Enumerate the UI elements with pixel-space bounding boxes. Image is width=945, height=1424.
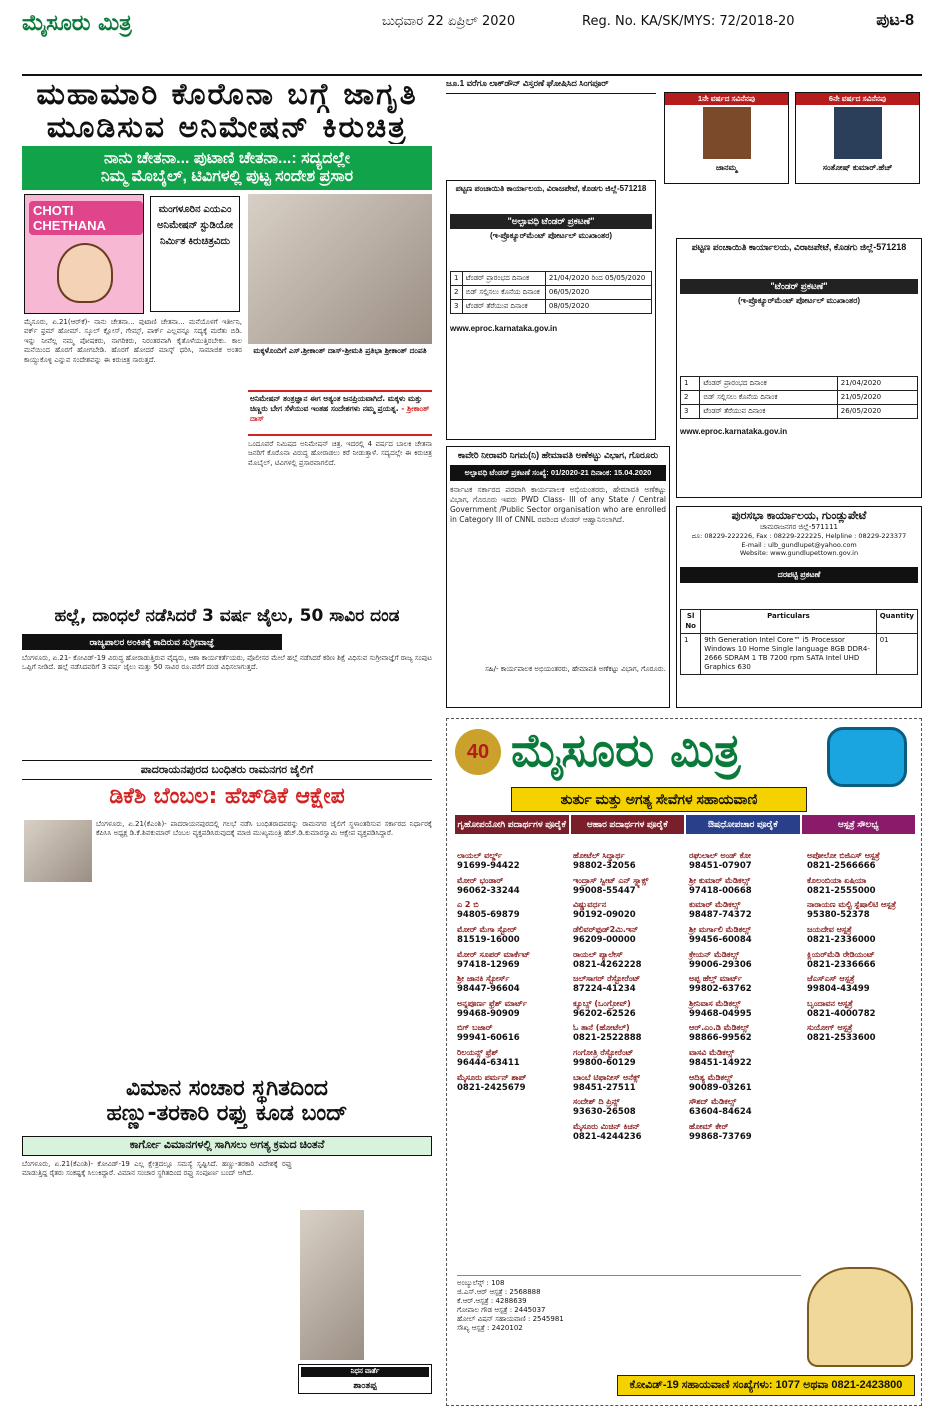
table-cell: ಬಿಡ್ ಸಲ್ಲಿಸಲು ಕೊನೆಯ ದಿನಾಂಕ [700,391,837,405]
table-row [451,300,652,314]
table-row [451,272,652,286]
list-item [689,1048,801,1069]
lead-subhead [22,146,432,190]
list-item [457,974,567,995]
listing-phone: 0821-2336000 [807,934,876,945]
listing-name: ಮೋರ್ ಭಂಡಾರ್ [457,875,504,885]
helpline-title: ತುರ್ತು ಮತ್ತು ಅಗತ್ಯ ಸೇವೆಗಳ ಸಹಾಯವಾಣಿ [511,787,807,812]
listing-phone: 93630-26508 [573,1107,636,1118]
listing-phone: 99008-55447 [573,885,636,896]
listing-phone: 0821-2425679 [457,1082,526,1093]
listing-name: ಕುಮಾರ್ ಮೆಡಿಕಲ್ಸ್ [689,900,741,910]
emergency-number: ಅಂಬ್ಯುಲೆನ್ಸ್ : 108 [457,1279,505,1287]
issue-date: ಬುಧವಾರ 22 ಏಪ್ರಿಲ್ 2020 [382,14,516,29]
obituary-name: ಶಾಂತಪ್ಪ [353,1380,377,1390]
list-item [573,851,683,872]
remembrance-name: ಸಂತೋಷ್ ಕುಮಾರ್.ಹೆಚ್ [822,163,893,172]
listing-phone: 99804-43499 [807,984,870,995]
table-cell: 26/05/2020 [837,405,917,419]
listing-name: ನಾರಾಯಣ ಮಲ್ಟಿ ಸ್ಪೆಷಾಲಿಟಿ ಆಸ್ಪತ್ರೆ [807,900,897,910]
list-item [689,999,801,1020]
dks-portrait [24,820,92,882]
listing-name: ಅಪ್ಪ ಹೆಲ್ತ್ ಮಾರ್ಟ್ [689,974,743,984]
table-cell: 2 [451,286,463,300]
telephone-icon [827,727,907,787]
list-item [689,851,801,872]
list-item [689,876,801,897]
cartoon-man-icon [807,1267,913,1367]
list-item [689,1023,801,1044]
list-item [689,1097,801,1118]
listing-name: ಮೋರ್ ಮೆಗಾ ಸ್ಟೋರ್ [457,924,517,934]
listing-phone: 96209-00000 [573,934,636,945]
photo-caption: ಮಕ್ಕಳೊಂದಿಗೆ ಎಸ್.ಶ್ರೀಕಾಂತ್ ದಾಸ್-ಶ್ರೀಮತಿ ಪ್ರತಿಭಾ ಶ್ರೀಕಾಂತ್ ದಂಪತಿ [253,346,427,355]
tender2-sub: (ಇ-ಪ್ರೊಕ್ಯೂರ್‌ಮೆಂಟ್ ಪೋರ್ಟಲ್ ಮುಖಾಂತರ) [737,296,861,305]
table-cell: 21/04/2020 ರಿಂದ 05/05/2020 [545,272,651,286]
listing-name: ಕ್ಲಿಯರ್‌ಮೆಡಿ ರೇಡಿಯಂಟ್ [807,949,875,959]
table-cell: 1 [681,633,701,674]
choti-chethana-badge: CHOTI CHETHANA [29,201,143,235]
listing-phone: 96444-63411 [457,1058,520,1068]
pull-quote [248,390,432,436]
tender4-web: Website: www.gundlupettown.gov.in [739,548,859,557]
emergency-number: ಹೋಲ್ ವಿಷನ್ ಸಹಾಯವಾಣಿ : 2545981 [457,1315,564,1324]
listing-name: ಮೈಸೂರು ಪರ್ಮನ್ ಶಾಪ್ [457,1072,527,1082]
tender4-items-table [680,609,918,675]
emergency-number: ಜಿ.ಎಸ್.ಆರ್ ಆಸ್ಪತ್ರೆ : 2568888 [457,1288,541,1297]
listing-phone: 99456-60084 [689,934,752,945]
listing-phone: 94805-69879 [457,910,520,921]
tender2-url: www.eproc.karnataka.gov.in [680,427,788,437]
tender3-bar: ಅಲ್ಪಾವಧಿ ಟೆಂಡರ್ ಪ್ರಕಟಣೆ ಸಂಖ್ಯೆ: 01/2020-21 ದಿನಾಂಕ: 15.04.2020 [450,465,666,481]
helpline-logo: ಮೈಸೂರು ಮಿತ್ರ [511,723,741,777]
covid-helpline-bar: ಕೋವಿಡ್-19 ಸಹಾಯವಾಣಿ ಸಂಖ್ಯೆಗಳು: 1077 ಅಥವಾ 0821-2423800 [617,1375,915,1396]
tender-notice-virajpet-1 [446,180,656,440]
flight-headline [22,1076,432,1134]
list-item [457,851,567,872]
listing-name: ಅಪೋಲೋ ಬಿಜಿಎಸ್ ಆಸ್ಪತ್ರೆ [807,851,880,860]
assault-penalty-body: ಬೆಂಗಳೂರು, ಏ.21- ಕೋವಿಡ್-19 ವಿರುದ್ಧ ಹೋರಾಡುತ್ತಿರುವ ವೈದ್ಯರು, ಆಶಾ ಕಾರ್ಯಕರ್ತೆಯರು, ಪೊಲೀಸರ ಮೇಲೆ ಹಲ್ಲೆ ನಡೆಸಿದರೆ ಕಠಿಣ ಶಿಕ್ಷೆ ವಿಧಿಸುವ ಸುಗ್ರೀವಾಜ್ಞೆಗೆ ರಾಜ್ಯ ಸಂಪುಟ ಒಪ್ಪಿಗೆ ನೀಡಿದೆ. ಹಲ್ಲೆ ನಡೆಸಿದವರಿಗೆ 3 ವರ್ಷ ಜೈಲು ಮತ್ತು 50 ಸಾವಿರ ರೂ.ವರೆಗೆ ದಂಡ ವಿಧಿಸಲಾಗುತ್ತದೆ. [22,654,432,672]
listing-phone: 0821-2555000 [807,885,876,896]
table-cell: 1 [681,377,700,391]
dks-body: ಬೆಂಗಳೂರು, ಏ.21(ಕೆಎಂಶಿ)- ಪಾದರಾಯನಪುರದಲ್ಲಿ ಗಲಭೆ ನಡೆಸಿ ಬಂಧಿತರಾದವರನ್ನು ರಾಮನಗರ ಜೈಲಿಗೆ ಸ್ಥಳಾಂತರಿಸುವ ಸರ್ಕಾರದ ನಿರ್ಧಾರಕ್ಕೆ ಕೆಪಿಸಿಸಿ ಅಧ್ಯಕ್ಷ ಡಿ.ಕೆ.ಶಿವಕುಮಾರ್ ಬೆಂಬಲ ವ್ಯಕ್ತಪಡಿಸಿರುವುದಕ್ಕೆ ಮಾಜಿ ಮುಖ್ಯಮಂತ್ರಿ ಹೆಚ್.ಡಿ.ಕುಮಾರಸ್ವಾಮಿ ಆಕ್ಷೇಪ ವ್ಯಕ್ತಪಡಿಸಿದ್ದಾರೆ. [96,820,432,838]
listing-phone: 99868-73769 [689,1131,752,1142]
listing-name: ಅನ್ನಪೂರ್ಣ ಫ್ರೆಶ್ ಮಾರ್ಟ್ [457,998,527,1008]
listing-phone: 99006-29306 [689,959,752,970]
tender4-phones: ದೂ: 08229-222226, Fax : 08229-222225, Helpline : 08229-223377 [691,532,907,541]
table-row [681,405,918,419]
listing-name: ಬಾಂಬೆ ಟಿಫಾನೀಸ್ ಅನೆಕ್ಸ್ [573,1072,640,1082]
listing-name: ವಿಷ್ಣುವರ್ಧನ [573,900,607,910]
list-item [689,925,801,946]
dks-kicker: ಪಾದರಾಯನಪುರದ ಬಂಧಿತರು ರಾಮನಗರ ಜೈಲಿಗೆ [22,760,432,780]
studio-note-box: ಮಂಗಳೂರಿನ ಎಯಎಂ ಅನಿಮೇಷನ್ ಸ್ಟುಡಿಯೋ ನಿರ್ಮಿತ ಕಿರುಚಿತ್ರವಿದು [150,196,240,312]
list-item [457,876,567,897]
newspaper-logo: ಮೈಸೂರು ಮಿತ್ರ [22,10,132,36]
listing-phone: 98451-07907 [689,861,752,871]
table-cell: 21/04/2020 [837,377,917,391]
listing-phone: 0821-2533600 [807,1033,876,1044]
table-cell: 1 [451,272,463,286]
listing-phone: 96202-62526 [573,1008,636,1019]
listing-phone: 91699-94422 [457,861,520,871]
emergency-number: ಗೋಪಾಲ ಗೌಡ ಆಸ್ಪತ್ರೆ : 2445037 [457,1306,546,1315]
masthead [22,8,922,76]
listing-name: ವಾಸವಿ ಮೆಡಿಕಲ್ಸ್ [689,1048,735,1057]
listing-name: ಆದಿತ್ಯ ಮೆಡಿಕಲ್ಸ್ [689,1072,733,1082]
singapore-kicker: ಜೂ.1 ವರೆಗೂ ಲಾಕ್‌ಡೌನ್ ವಿಸ್ತರಣೆ ಘೋಷಿಸಿದ ಸಿಂಗಪೂರ್ [446,78,656,94]
table-row [681,391,918,405]
listing-name: ಡೆಲಿವರ್‌ಫುಡ್2ಮಿ.ಇನ್ [573,924,639,934]
helpline-category: ಔಷಧೋಪಚಾರ ಪೂರೈಕೆ [686,815,800,834]
list-item [573,1023,683,1044]
lead-body-continued: ಒಂದೂವರೆ ನಿಮಿಷದ ಅನಿಮೇಷನ್ ಚಿತ್ರ. ಇದರಲ್ಲಿ 4 ವರ್ಷದ ಬಾಲಕಿ ಚೇತನಾ ಜನರಿಗೆ ಕೊರೊನಾ ವಿರುದ್ಧ ಹೋರಾಡಲು ಕರೆ ನೀಡುತ್ತಾಳೆ. ಸದ್ಯದಲ್ಲೇ ಈ ಕಿರುಚಿತ್ರ ಮೊಬೈಲ್, ಟಿವಿಗಳಲ್ಲಿ ಪ್ರಸಾರವಾಗಲಿದೆ. [248,440,432,467]
remembrance-photo [834,107,882,159]
tender3-signature: ಸಹಿ/- ಕಾರ್ಯಪಾಲಕ ಅಭಿಯಂತರರು, ಹೇಮಾವತಿ ಅಣೆಕಟ್ಟು ವಿಭಾಗ, ಗೊರೂರು. [485,665,666,673]
pull-quote-text: ಅನಿಮೇಷನ್ ತಂತ್ರಜ್ಞಾನ ಈಗ ಅತ್ಯಂತ ಜನಪ್ರಿಯವಾಗಿದೆ. ಮಕ್ಕಳು ಮತ್ತು ಚಿಣ್ಣರು ಬೇಗ ಸೆಳೆಯುವ ಇಂತಹ ಸಂದೇಶಗಳು ನಮ್ಮ ಪ್ರಯತ್ನ. [250,394,423,413]
table-cell: ಟೆಂಡರ್ ಪ್ರಾರಂಭದ ದಿನಾಂಕ [700,377,837,391]
flight-subhead: ಕಾರ್ಗೋ ವಿಮಾನಗಳಲ್ಲಿ ಸಾಗಿಸಲು ಅಗತ್ಯ ಕ್ರಮದ ಚಿಂತನೆ [22,1136,432,1156]
tender-notice-virajpet-2 [676,238,922,498]
tender4-district: ಚಾಮರಾಜನಗರ ಜಿಲ್ಲೆ-571111 [760,523,838,531]
list-item [457,1073,567,1094]
lead-subhead-line-2: ನಿಮ್ಮ ಮೊಬೈಲ್, ಟಿವಿಗಳಲ್ಲಿ ಪುಟ್ಟ ಸಂದೇಶ ಪ್ರಸಾರ [100,168,354,185]
listing-name: ಸೌಶದ್ ಮೆಡಿಕಲ್ಸ್ [689,1097,737,1107]
tender1-title: "ಅಲ್ಪಾವಧಿ ಟೆಂಡರ್ ಪ್ರಕಟಣೆ" [450,214,652,229]
page-number: ಪುಟ-8 [876,12,914,29]
listing-phone: 0821-2566666 [807,861,876,871]
table-cell: 01 [876,633,917,674]
listing-name: ರಾಯಲ್ ಪ್ಯಾಲೇಸ್ [573,949,623,959]
listing-phone: 99468-04995 [689,1008,752,1019]
listing-phone: 99941-60616 [457,1033,520,1044]
listing-phone: 99468-90909 [457,1008,520,1019]
list-item [689,974,801,995]
list-item [573,999,683,1020]
listing-phone: 98802-32056 [573,861,636,871]
table-cell: 21/05/2020 [837,391,917,405]
list-item [573,900,683,921]
listing-name: ರಿಲಯನ್ಸ್ ಫ್ರೆಶ್ [457,1048,499,1057]
listing-name: ಮೈಸೂರು ಮಿಚಿನ್ ಕಿಚನ್ [573,1121,640,1131]
list-item [573,1097,683,1118]
tender3-office: ಕಾವೇರಿ ನೀರಾವರಿ ನಿಗಮ(ನಿ) ಹೇಮಾವತಿ ಅಣೆಕಟ್ಟು ವಿಭಾಗ, ಗೊರೂರು [457,450,659,460]
list-item [573,1048,683,1069]
listing-name: ಕೊಲಂಬಿಯಾ ಏಷಿಯಾ [807,875,867,885]
listing-name: ಜಲ್‌ಸಾಗರ್ ರೆಸ್ಟೋರೆಂಟ್ [573,974,641,984]
listing-phone: 90089-03261 [689,1082,752,1093]
listing-name: ಹೋಟೆಲ್ ಸಿದ್ಧಾರ್ಥ [573,851,625,860]
dks-headline: ಡಿಕೆಶಿ ಬೆಂಬಲ: ಹೆಚ್‌ಡಿಕೆ ಆಕ್ಷೇಪ [109,784,345,809]
listing-phone: 99800-60129 [573,1058,636,1068]
listing-name: ಜೆಎಸ್‌ಎಸ್ ಆಸ್ಪತ್ರೆ [807,974,855,984]
listing-name: ಬಿಗ್ ಬಜಾರ್ [457,1023,493,1033]
table-row [681,633,918,674]
table-cell: 3 [681,405,700,419]
lead-subhead-line-1: ನಾನು ಚೇತನಾ... ಪುಟಾಣಿ ಚೇತನಾ...: ಸದ್ಯದಲ್ಲೇ [103,150,351,167]
tender1-office: ಪಟ್ಟಣ ಪಂಚಾಯಿತಿ ಕಾರ್ಯಾಲಯ, ವಿರಾಜಪೇಟೆ, ಕೊಡಗು ಜಿಲ್ಲೆ-571218 [455,184,647,193]
cartoon-girl-icon [57,243,113,303]
listing-phone: 0821-4244236 [573,1131,642,1142]
table-cell: ಟೆಂಡರ್ ತೆರೆಯುವ ದಿನಾಂಕ [462,300,545,314]
listing-name: ಓ ತಾನೆ (ಹೋಟೆಲ್) [573,1023,630,1033]
list-item [807,999,915,1020]
flight-body: ಬೆಂಗಳೂರು, ಏ.21(ಕೆಎಂಶಿ)- ಕೋವಿಡ್-19 ಎಲ್ಲ ಕ್ಷೇತ್ರದಲ್ಲೂ ಸಮಸ್ಯೆ ಸೃಷ್ಟಿಸಿದೆ. ಹಣ್ಣು-ತರಕಾರಿ ವಿದೇಶಕ್ಕೆ ರಫ್ತು ಮಾಡುತ್ತಿದ್ದ ರೈತರು ಸಂಕಷ್ಟಕ್ಕೆ ಸಿಲುಕಿದ್ದಾರೆ. ವಿಮಾನ ಸಂಚಾರ ಸ್ಥಗಿತದಿಂದ ರಫ್ತು ಸಂಪೂರ್ಣ ಬಂದ್ ಆಗಿದೆ. [22,1160,292,1178]
listing-name: ಶ್ರೀ ಜಾನಕಿ ಸ್ಟೋರ್ಸ್ [457,974,510,984]
emergency-number: ಕೆ.ಆರ್.ಆಸ್ಪತ್ರೆ : 4288639 [457,1297,527,1306]
listing-name: ಆರ್.ಎಂ.ಡಿ ಮೆಡಿಕಲ್ಸ್ [689,1023,749,1033]
listing-name: ಮೋರ್ ಸೂಪರ್ ಮಾರ್ಕೆಟ್ [457,949,530,959]
list-item [457,1023,567,1044]
table-cell: 2 [681,391,700,405]
tender-notice-gundlupet [676,506,922,708]
listing-phone: 0821-2522888 [573,1033,642,1044]
list-item [689,1073,801,1094]
table-header: Particulars [701,610,876,633]
listing-phone: 0821-4262228 [573,959,642,970]
listing-phone: 97418-12969 [457,959,520,970]
flight-headline-line-2: ಹಣ್ಣು-ತರಕಾರಿ ರಫ್ತು ಕೂಡ ಬಂದ್ [106,1101,348,1126]
tender2-office: ಪಟ್ಟಣ ಪಂಚಾಯಿತಿ ಕಾರ್ಯಾಲಯ, ವಿರಾಜಪೇಟೆ, ಕೊಡಗು ಜಿಲ್ಲೆ-571218 [691,242,907,252]
lead-headline [22,78,432,144]
list-item [689,1122,801,1143]
remembrance-ads [664,92,924,186]
listing-phone: 98447-96604 [457,984,520,995]
registration-number: Reg. No. KA/SK/MYS: 72/2018-20 [582,14,795,29]
listing-name: ಶ್ರೀ ಕುಮಾರ್ ಮೆಡಿಕಲ್ಸ್ [689,875,751,885]
obituary-head: ನಿಧನ ವಾರ್ತೆ [301,1367,429,1377]
assault-penalty-bar: ರಾಜ್ಯಪಾಲರ ಅಂಕಿತಕ್ಕೆ ಕಾದಿರುವ ಸುಗ್ರೀವಾಜ್ಞೆ [22,634,282,650]
tender2-schedule-table [680,376,918,419]
listing-name: ಶ್ರೀ ಮರ್ಗಾಲಿ ಮೆಡಿಕಲ್ಸ್ [689,924,751,934]
tender4-email: E-mail : ulb_gundlupet@yahoo.com [741,540,857,549]
list-item [807,925,915,946]
list-item [573,1122,683,1143]
table-row [451,286,652,300]
list-item [573,876,683,897]
tender3-body: ಕರ್ನಾಟಕ ಸರ್ಕಾರದ ಪರವಾಗಿ ಕಾರ್ಯಪಾಲಕ ಅಭಿಯಂತರರು, ಹೇಮಾವತಿ ಅಣೆಕಟ್ಟು ವಿಭಾಗ, ಗೊರೂರು ಇವರು PWD Class- III of any State / Central Government /Public Sector organisation who are enrolled in Category III of CNNL ರವರಿಂದ ಟೆಂಡರ್ ಆಹ್ವಾನಿಸಲಾಗಿದೆ. [450,485,666,525]
list-item [457,925,567,946]
list-item [457,1048,567,1069]
remembrance-card [664,92,789,184]
tender-notice-gorur [446,446,670,708]
lead-headline-line-2: ಮೂಡಿಸುವ ಅನಿಮೇಷನ್ ಕಿರುಚಿತ್ರ [46,110,408,144]
list-item [573,1073,683,1094]
list-item [573,950,683,971]
list-item [457,999,567,1020]
tender1-sub: (ಇ-ಪ್ರೊಕ್ಯೂರ್‌ಮೆಂಟ್ ಪೋರ್ಟಲ್ ಮುಖಾಂತರ) [489,231,613,240]
list-item [807,900,915,921]
listing-name: ಸಂದೇಶ್ ದಿ ಪ್ರಿನ್ಸ್ [573,1097,620,1107]
table-cell: 08/05/2020 [545,300,651,314]
listing-phone: 81519-16000 [457,934,520,945]
table-cell: ಟೆಂಡರ್ ತೆರೆಯುವ ದಿನಾಂಕ [700,405,837,419]
listing-name: ಜಯದೇವ ಆಸ್ಪತ್ರೆ [807,924,852,934]
family-photo [248,194,432,344]
remembrance-photo [703,107,751,159]
list-item [689,950,801,971]
list-item [457,900,567,921]
listing-phone: 97418-00668 [689,885,752,896]
list-item [573,974,683,995]
listing-name: ಕ್ರೇಯನ್ ಮೆಡಿಕಲ್ಸ್ [689,949,740,959]
listing-phone: 98451-27511 [573,1082,636,1093]
table-header: Sl No [681,610,701,633]
listing-phone: 98866-99562 [689,1033,752,1044]
listing-name: ಕ್ಯೂಬ್ಸ್ (ಒಂಗ್ರೋವ್) [573,998,631,1008]
listing-phone: 87224-41234 [573,984,636,995]
pull-quote-author: - ಶ್ರೀಕಾಂತ್ ದಾಸ್ [250,404,430,423]
tender4-notice: ದರಪಟ್ಟಿ ಪ್ರಕಟಣೆ [680,567,918,583]
listing-name: ಸುಯೋಗ್ ಆಸ್ಪತ್ರೆ [807,1023,853,1033]
listing-phone: 63604-84624 [689,1107,752,1118]
lead-headline-line-1: ಮಹಾಮಾರಿ ಕೊರೊನಾ ಬಗ್ಗೆ ಜಾಗೃತಿ [36,78,418,112]
listing-phone: 90192-09020 [573,910,636,921]
listing-phone: 99802-63762 [689,984,752,995]
listing-name: ಬೃಂದಾವನ ಆಸ್ಪತ್ರೆ [807,998,853,1008]
lead-body: ಮೈಸೂರು, ಏ.21(ಆರ್‌ಕೆ)- ನಾನು ಚೇತನಾ... ಪುಟಾಣಿ ಚೇತನಾ... ಮನೆಯೊಳಗೆ ಇರ್ತೀನಿ, ವರ್ಕ್ ಫ್ರಮ್ ಹೋಮ್. ಸ್ಕೂಲ್ ಕ್ಲೋಸ್, ಗೇಮ್ಸ್, ಪಾರ್ಕ್ ಎಲ್ಲವನ್ನೂ ಸದ್ಯಕ್ಕೆ ಮರೆತು ಬಿಡಿ. ಇನ್ನು ನೀವೆಲ್ಲ ನಮ್ಮ ಪೋಷಕರು, ನಾಗರಿಕರು, ನಿರಂತರವಾಗಿ ಕೈತೊಳೆಯುತ್ತಿರಬೇಕು. ಕಾಲ ಮನೆಯಿಂದ ಹೊರಗೆ ಹೋಗಬೇಡಿ. ಹೊರಗೆ ಹೋದರೆ ಮಾಸ್ಕ್ ಧರಿಸಿ, ಸಾಮಾಜಿಕ ಅಂತರ ಕಾಯ್ದುಕೊಳ್ಳಿ ಎನ್ನುವ ಸಂದೇಶವನ್ನು ಈ ಕಿರುಚಿತ್ರ ಸಾರುತ್ತದೆ. [24,318,242,364]
list-item [807,974,915,995]
table-cell: 3 [451,300,463,314]
listing-phone: 0821-4000782 [807,1008,876,1019]
listing-phone: 96062-33244 [457,885,520,896]
remembrance-name: ಜಾನಮ್ಮ [715,163,738,172]
remembrance-card [795,92,920,184]
list-item [689,900,801,921]
table-cell: ಟೆಂಡರ್ ಪ್ರಾರಂಭದ ದಿನಾಂಕ [462,272,545,286]
helpline-category: ಆಸ್ಪತ್ರೆ ಸೌಲಭ್ಯ [802,815,916,834]
list-item [457,950,567,971]
table-header: Quantity [876,610,917,633]
tender1-url: www.eproc.karnataka.gov.in [450,324,558,334]
listing-name: ಹೋಮ್ ಕೇರ್ [689,1121,729,1131]
listing-name: ಇಂದ್ರಾಸ್ ಸ್ವೀಟ್ ಎನ್ ಸ್ನ್ಯಾಕ್ಸ್ [573,875,649,885]
listing-phone: 98451-14922 [689,1058,752,1068]
table-cell: 9th Generation Intel Core™ i5 Processor Windows 10 Home Single language 8GB DDR4-2666 SDRAM 1 TB 7200 rpm SATA Intel UHD Graphics 630 [701,633,876,674]
helpline-category: ಆಹಾರ ಪದಾರ್ಥಗಳ ಪೂರೈಕೆ [571,815,685,834]
flight-headline-line-1: ವಿಮಾನ ಸಂಚಾರ ಸ್ಥಗಿತದಿಂದ [125,1076,329,1101]
list-item [807,851,915,872]
list-item [807,876,915,897]
listing-name: ಗಂಗೋತ್ರಿ ರೆಸ್ಟೋರೆಂಟ್ [573,1048,634,1057]
tender2-title: "ಟೆಂಡರ್ ಪ್ರಕಟಣೆ" [680,279,918,294]
tender4-office: ಪುರಸಭಾ ಕಾರ್ಯಾಲಯ, ಗುಂಡ್ಲುಪೇಟೆ [731,510,867,522]
tender1-schedule-table [450,271,652,314]
remembrance-label: 6ನೇ ವರ್ಷದ ಸವಿನೆನಪು [796,93,919,105]
obituary-photo [300,1210,364,1360]
listing-name: ರಘುಲಾಲ್ ಅಂಡ್ ಕೋ [689,851,751,860]
helpline-category: ಗೃಹೋಪಯೋಗಿ ಪದಾರ್ಥಗಳ ಪೂರೈಕೆ [455,815,569,834]
helpline-ad [446,718,922,1406]
assault-penalty-headline: ಹಲ್ಲೆ, ದಾಂಧಲೆ ನಡೆಸಿದರೆ 3 ವರ್ಷ ಜೈಲು, 50 ಸಾವಿರ ದಂಡ [54,606,400,626]
listing-phone: 98487-74372 [689,910,752,921]
listing-name: ಲಾಯಲ್ ವರ್ಲ್ಡ್ [457,851,503,860]
list-item [573,925,683,946]
listing-name: ಶ್ರೀನಿವಾಸ ಮೆಡಿಕಲ್ಸ್ [689,998,741,1008]
table-row [681,377,918,391]
listing-name: ಎ 2 ಬಿ [457,900,479,910]
anniversary-badge: 40 [455,729,501,775]
listing-phone: 95380-52378 [807,910,870,921]
emergency-number: ಸೌಖ್ಯ ಆಸ್ಪತ್ರೆ : 2420102 [457,1324,523,1333]
remembrance-label: 1ನೇ ವರ್ಷದ ಸವಿನೆನಪು [665,93,788,105]
listing-phone: 0821-2336666 [807,959,876,970]
list-item [807,950,915,971]
list-item [807,1023,915,1044]
table-cell: 06/05/2020 [545,286,651,300]
table-cell: ಬಿಡ್ ಸಲ್ಲಿಸಲು ಕೊನೆಯ ದಿನಾಂಕ [462,286,545,300]
cartoon-image [24,194,144,314]
